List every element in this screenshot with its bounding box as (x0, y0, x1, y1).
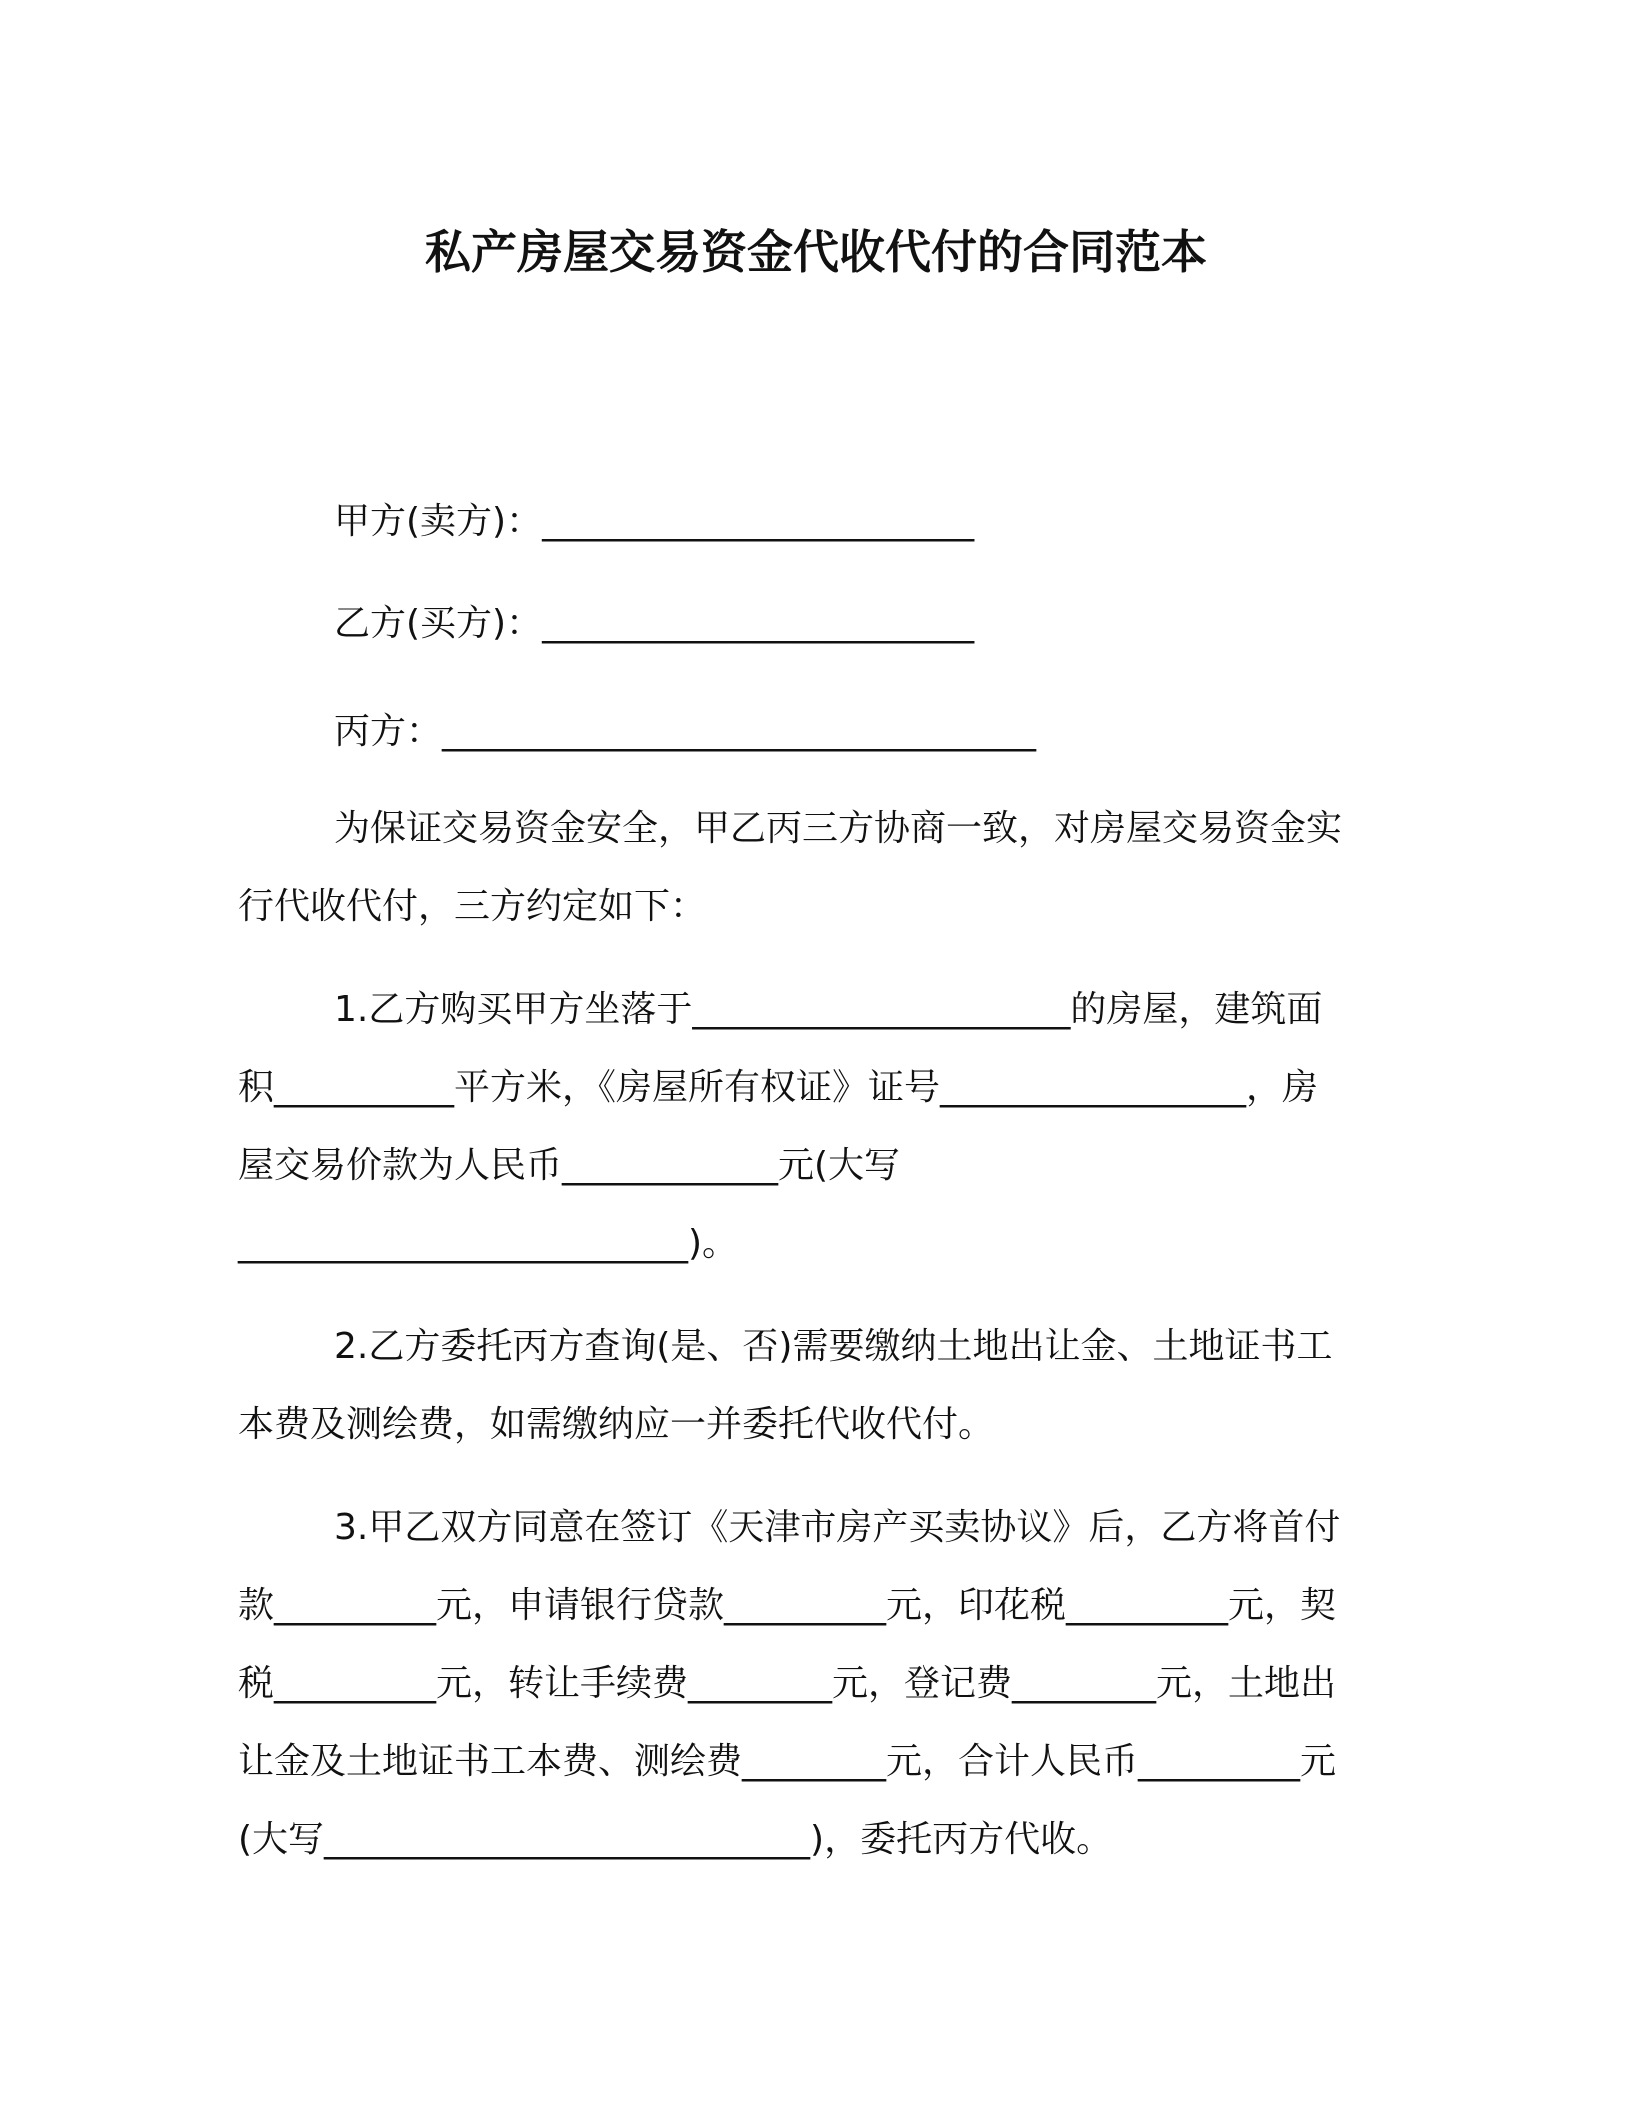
party-c-field: 丙方：_________________________________ (334, 711, 1037, 752)
clause2-line-2: 本费及测绘费，如需缴纳应一并委托代收代付。 (238, 1404, 995, 1445)
party-a-field: 甲方(卖方)：________________________ (334, 501, 975, 542)
clause1-line-3: 屋交易价款为人民币____________元(大写 (238, 1145, 901, 1186)
document-title: 私产房屋交易资金代收代付的合同范本 (425, 225, 1207, 279)
intro-line-2: 行代收代付，三方约定如下： (238, 886, 707, 927)
clause1-line-4: _________________________)。 (238, 1223, 739, 1264)
clause3-line-5: (大写___________________________)，委托丙方代收。 (238, 1819, 1113, 1860)
clause1-line-2: 积__________平方米，《房屋所有权证》证号_________________，房 (238, 1067, 1319, 1108)
intro-line-1: 为保证交易资金安全，甲乙丙三方协商一致，对房屋交易资金实 (334, 808, 1343, 849)
clause1-line-1: 1.乙方购买甲方坐落于_____________________的房屋，建筑面 (334, 989, 1323, 1030)
clause3-line-1: 3.甲乙双方同意在签订《天津市房产买卖协议》后，乙方将首付 (334, 1507, 1341, 1548)
clause2-line-1: 2.乙方委托丙方查询(是、否)需要缴纳土地出让金、土地证书工 (334, 1326, 1333, 1367)
party-b-field: 乙方(买方)：________________________ (334, 603, 975, 644)
clause3-line-2: 款_________元，申请银行贷款_________元，印花税_________元，契 (238, 1585, 1337, 1626)
clause3-line-4: 让金及土地证书工本费、测绘费________元，合计人民币_________元 (238, 1741, 1337, 1782)
clause3-line-3: 税_________元，转让手续费________元，登记费________元，土地出 (238, 1663, 1337, 1704)
